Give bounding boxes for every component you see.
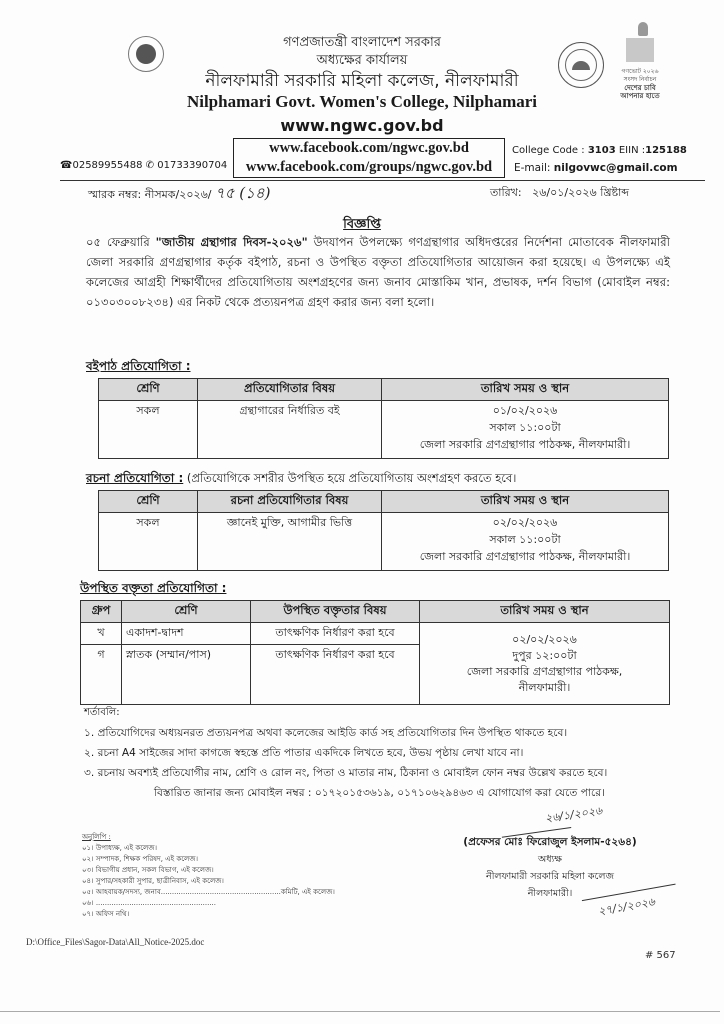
memo-date — [490, 184, 629, 203]
notice-intro-start: ০৫ ফেব্রুয়ারি — [86, 235, 156, 249]
mobile-number: 01733390704 — [157, 160, 228, 171]
file-path: D:\Office_Files\Sagor-Data\All_Notice-2025.doc — [26, 937, 205, 947]
col-header: তারিখ সময় ও স্থান — [382, 491, 669, 513]
election-logo-line: সংসদ নির্বাচন — [623, 76, 657, 83]
copy-item: ০৬। ...................................................... — [82, 899, 216, 907]
cell-group: খ — [81, 623, 122, 645]
schedule-time: সকাল ১১:০০টা — [489, 421, 561, 434]
cell-group: গ — [81, 645, 122, 705]
col-header: তারিখ সময় ও স্থান — [382, 379, 669, 401]
second-signature-date: ২৭/১/২০২৬ — [597, 895, 656, 918]
cell-topic: গ্রন্থাগারের নির্ধারিত বই — [198, 401, 382, 459]
reading-table — [98, 378, 669, 459]
reading-section-title: বইপাঠ প্রতিযোগিতা : — [86, 359, 191, 373]
page-bottom-edge — [0, 1011, 720, 1012]
notice-body — [86, 232, 670, 312]
col-header: গ্রুপ — [81, 601, 122, 623]
memo-handwritten-number: ৭৫ (১৪) — [215, 184, 271, 202]
signatory-name: (প্রফেসর মোঃ ফিরোজুল ইসলাম-৫২৬৪) — [463, 836, 637, 848]
table-row — [99, 513, 669, 571]
schedule-date: ০১/০২/২০২৬ — [492, 404, 558, 417]
col-header: উপস্থিত বক্তৃতার বিষয় — [251, 601, 420, 623]
mobile-icon: ✆ — [145, 160, 155, 171]
col-header: শ্রেণি — [99, 491, 198, 513]
table-row — [99, 401, 669, 459]
college-code: 3103 — [587, 145, 616, 156]
condition-item: ১. প্রতিযোগিদের অধ্যয়নরত প্রত্যয়নপত্র অথবা কলেজের আইডি কার্ড সহ প্রতিযোগিতার দিন উপস্থিত থাকতে হবে। — [84, 727, 568, 739]
email-address[interactable]: nilgovwc@gmail.com — [553, 162, 678, 174]
col-header: প্রতিযোগিতার বিষয় — [198, 379, 382, 401]
col-header: শ্রেণি — [122, 601, 251, 623]
signatory-college: নীলফামারী সরকারি মহিলা কলেজ — [486, 871, 614, 882]
speech-section-title: উপস্থিত বক্তৃতা প্রতিযোগিতা : — [80, 581, 227, 595]
cell-class: একাদশ-দ্বাদশ — [122, 623, 251, 645]
eiin-code: 125188 — [645, 145, 687, 156]
schedule-venue: জেলা সরকারি গ্রণগ্রন্থাগার পাঠকক্ষ, — [466, 664, 623, 678]
date-value: ২৬/০১/২০২৬ খ্রিষ্টাব্দ — [532, 186, 630, 199]
condition-item: ২. রচনা A4 সাইজের সাদা কাগজে স্বহস্তে প্রতি পাতার একদিকে লিখতে হবে, উভয় পৃষ্ঠায় লেখা যাবে না। — [84, 747, 524, 759]
memo-label: স্মারক নম্বর: নীসমক/২০২৬/ — [88, 188, 212, 201]
header-divider — [60, 180, 705, 181]
schedule-time: দুপুর ১২:০০টা — [512, 648, 577, 662]
website-link[interactable]: www.ngwc.gov.bd — [280, 116, 444, 135]
copy-item: ০৭। অফিস নথি। — [82, 910, 130, 918]
table-row — [81, 623, 670, 645]
schedule-venue: জেলা সরকারি গ্রণগ্রন্থাগার পাঠকক্ষ, নীলফামারী। — [419, 550, 631, 563]
phone-number: 02589955488 — [72, 160, 143, 171]
college-code-label: College Code : — [512, 145, 588, 156]
contact-info: বিস্তারিত জানার জন্য মোবাইল নম্বর : ০১৭২০১৫৩৬১৯, ০১৭১০৬২৯৪৬৩ এ যোগাযোগ করা যেতে পারে। — [154, 787, 605, 799]
signatory-place: নীলফামারী। — [527, 888, 573, 899]
cell-topic: তাৎক্ষণিক নির্ধারণ করা হবে — [251, 645, 420, 705]
cell-topic: তাৎক্ষণিক নির্ধারণ করা হবে — [251, 623, 420, 645]
eiin-label: EIIN : — [615, 145, 646, 156]
email-label: E-mail: — [514, 162, 554, 174]
college-name-en: Nilphamari Govt. Women's College, Nilphamari — [186, 92, 538, 111]
schedule-venue: জেলা সরকারি গ্রণগ্রন্থাগার পাঠকক্ষ, নীলফামারী। — [419, 438, 631, 451]
notice-event-name: "জাতীয় গ্রন্থাগার দিবস-২০২৬" — [155, 235, 308, 249]
cell-schedule — [382, 401, 669, 459]
copy-item: ০৫। আহবায়ক/সদস্য, জনাব......................................................কমিটি, এই কলেজ। — [82, 888, 335, 896]
signatory-designation: অধ্যক্ষ — [537, 854, 562, 865]
cell-class: সকল — [99, 401, 198, 459]
memo-number — [88, 182, 270, 207]
copies-title: অনুলিপি : — [82, 833, 111, 841]
signature-handwritten-date: ২৬/১/২০২৬ — [544, 804, 603, 825]
condition-item: ৩. রচনায় অবশ্যই প্রতিযোগীর নাম, শ্রেণি ও রোল নং, পিতা ও মাতার নাম, ঠিকানা ও মোবাইল ফোন নম্বর উল্লেখ করতে হবে। — [84, 767, 608, 779]
contact-phones — [60, 160, 227, 171]
copies-block — [82, 832, 335, 920]
page-reference: # 567 — [645, 950, 676, 961]
schedule-date: ০২/০২/২০২৬ — [492, 516, 558, 529]
col-header: তারিখ সময় ও স্থান — [420, 601, 670, 623]
essay-note: (প্রতিযোগিকে সশরীর উপস্থিত হয়ে প্রতিযোগিতায় অংশগ্রহণ করতে হবে। — [183, 471, 517, 485]
facebook-links-box — [233, 138, 505, 178]
schedule-venue-city: নীলফামারী। — [518, 680, 571, 694]
schedule-time: সকাল ১১:০০টা — [489, 533, 561, 546]
facebook-group-link[interactable]: www.facebook.com/groups/ngwc.gov.bd — [245, 159, 493, 175]
phone-icon: ☎ — [60, 160, 73, 171]
speech-table — [80, 600, 670, 705]
date-label: তারিখ: — [490, 186, 522, 199]
govt-name: গণপ্রজাতন্ত্রী বাংলাদেশ সরকার — [283, 35, 441, 50]
conditions-title: শর্তাবলি: — [84, 707, 120, 718]
cell-topic: জ্ঞানেই মুক্তি, আগামীর ভিত্তি — [198, 513, 382, 571]
essay-table — [98, 490, 669, 571]
election-logo-line: আপনার হাতে — [620, 92, 660, 100]
office-name: অধ্যক্ষের কার্যালয় — [316, 53, 408, 68]
schedule-date: ০২/০২/২০২৬ — [512, 632, 577, 646]
election-logo-line: গণভোট ২০২৬ — [621, 68, 659, 75]
col-header: শ্রেণি — [99, 379, 198, 401]
copy-item: ০৩। বিভাগীয় প্রধান, সকল বিভাগ, এই কলেজ। — [82, 866, 214, 874]
cell-class: সকল — [99, 513, 198, 571]
college-code-line — [512, 145, 687, 156]
cell-schedule — [420, 623, 670, 705]
copy-item: ০২। সম্পাদক, শিক্ষক পরিষদ, এই কলেজ। — [82, 855, 199, 863]
notice-title: বিজ্ঞপ্তি — [343, 217, 381, 232]
email-line — [514, 162, 678, 174]
cell-class: স্নাতক (সম্মান/পাস) — [122, 645, 251, 705]
facebook-page-link[interactable]: www.facebook.com/ngwc.gov.bd — [269, 140, 469, 156]
essay-section-heading — [86, 470, 516, 490]
cell-schedule — [382, 513, 669, 571]
essay-section-title: রচনা প্রতিযোগিতা : — [86, 471, 184, 485]
conditions-block — [84, 703, 704, 803]
notice-intro-rest: উদযাপন উপলক্ষ্যে গণগ্রন্থাগার অধিদপ্তরের নির্দেশনা মোতাবেক নীলফামারী জেলা সরকারি গ্রণগ্রন্থাগার কর্তৃক বইপাঠ, রচনা ও উপস্থিত বক্তৃতা প্রতিযোগিতার আয়োজন করা হয়েছে। এ উপলক্ষ্যে এই কলেজের আগ্রহী শিক্ষার্থীদের প্রতিযোগিতায় অংশগ্রহণের জন্য জনাব মোস্তাকিম খান, প্রভাষক, দর্শন বিভাগ (মোবাইল নম্বর: ০১৩০৩০০৮২৩৪) এর নিকট থেকে প্রত্যয়নপত্র গ্রহণ করার জন্য বলা হলো। — [86, 235, 670, 309]
copy-item: ০৪। সুপার/সহকারী সুপার, ছাত্রীনিবাস, এই কলেজ। — [82, 877, 224, 885]
col-header: রচনা প্রতিযোগিতার বিষয় — [198, 491, 382, 513]
copy-item: ০১। উপাধ্যক্ষ, এই কলেজ। — [82, 844, 158, 852]
election-logo-line: দেশের চাবি — [624, 84, 656, 92]
college-name-bn: নীলফামারী সরকারি মহিলা কলেজ, নীলফামারী — [205, 71, 519, 91]
